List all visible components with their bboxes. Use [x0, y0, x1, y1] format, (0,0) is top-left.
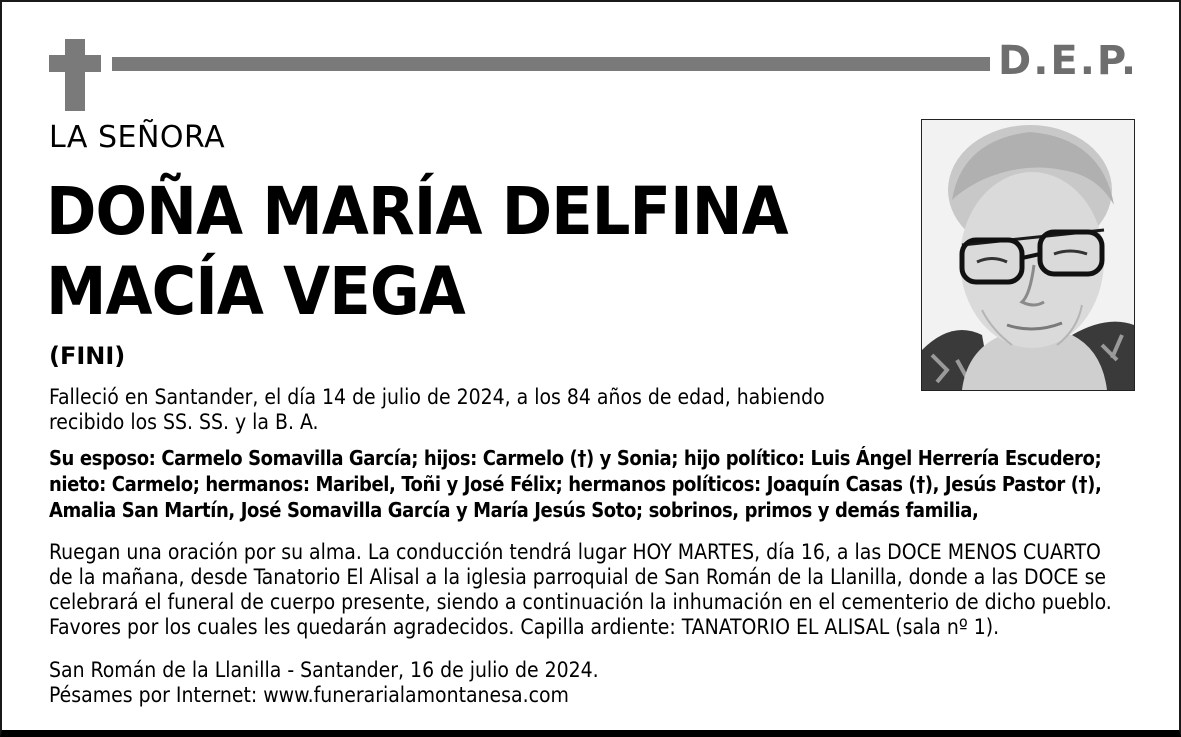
pretitle: LA SEÑORA — [49, 120, 226, 155]
name-line: MACÍA VEGA — [46, 253, 465, 330]
condolences-website: Pésames por Internet: www.funerarialamontanesa.com — [49, 683, 569, 707]
deceased-name — [46, 172, 788, 332]
name-line: DOÑA MARÍA DELFINA — [46, 173, 788, 250]
family-line: Amalia San Martín, José Somavilla García y María Jesús Soto; sobrinos, primos y demás familia, — [49, 498, 979, 522]
dep-label: D.E.P. — [998, 38, 1139, 84]
death-notice-line: recibido los SS. SS. y la B. A. — [49, 410, 319, 434]
place-date: San Román de la Llanilla - Santander, 16 de julio de 2024. — [49, 658, 599, 682]
service-request — [49, 540, 1159, 640]
cross-icon — [49, 39, 101, 111]
footer — [49, 658, 949, 708]
service-line: Favores por los cuales les quedarán agradecidos. Capilla ardiente: TANATORIO EL ALISAL (sala nº 1). — [49, 615, 1000, 639]
nickname: (FINI) — [49, 342, 126, 370]
death-notice-line: Falleció en Santander, el día 14 de julio de 2024, a los 84 años de edad, habiendo — [49, 385, 825, 409]
family-list — [49, 445, 1159, 523]
service-line: de la mañana, desde Tanatorio El Alisal a la iglesia parroquial de San Román de la Llanilla, donde a las DOCE se — [49, 565, 1107, 589]
service-line: Ruegan una oración por su alma. La conducción tendrá lugar HOY MARTES, día 16, a las DOCE MENOS CUARTO — [49, 540, 1101, 564]
family-line: Su esposo: Carmelo Somavilla García; hijos: Carmelo (†) y Sonia; hijo político: Luis Ángel Herrería Escudero; — [49, 446, 1102, 470]
service-line: celebrará el funeral de cuerpo presente, siendo a continuación la inhumación en el cementerio de dicho pueblo. — [49, 590, 1112, 614]
portrait-photo — [921, 119, 1135, 391]
family-line: nieto: Carmelo; hermanos: Maribel, Toñi y José Félix; hermanos políticos: Joaquín Casas (†), Jesús Pastor (†), — [49, 472, 1102, 496]
death-notice — [49, 385, 869, 435]
header-rule — [112, 57, 990, 71]
